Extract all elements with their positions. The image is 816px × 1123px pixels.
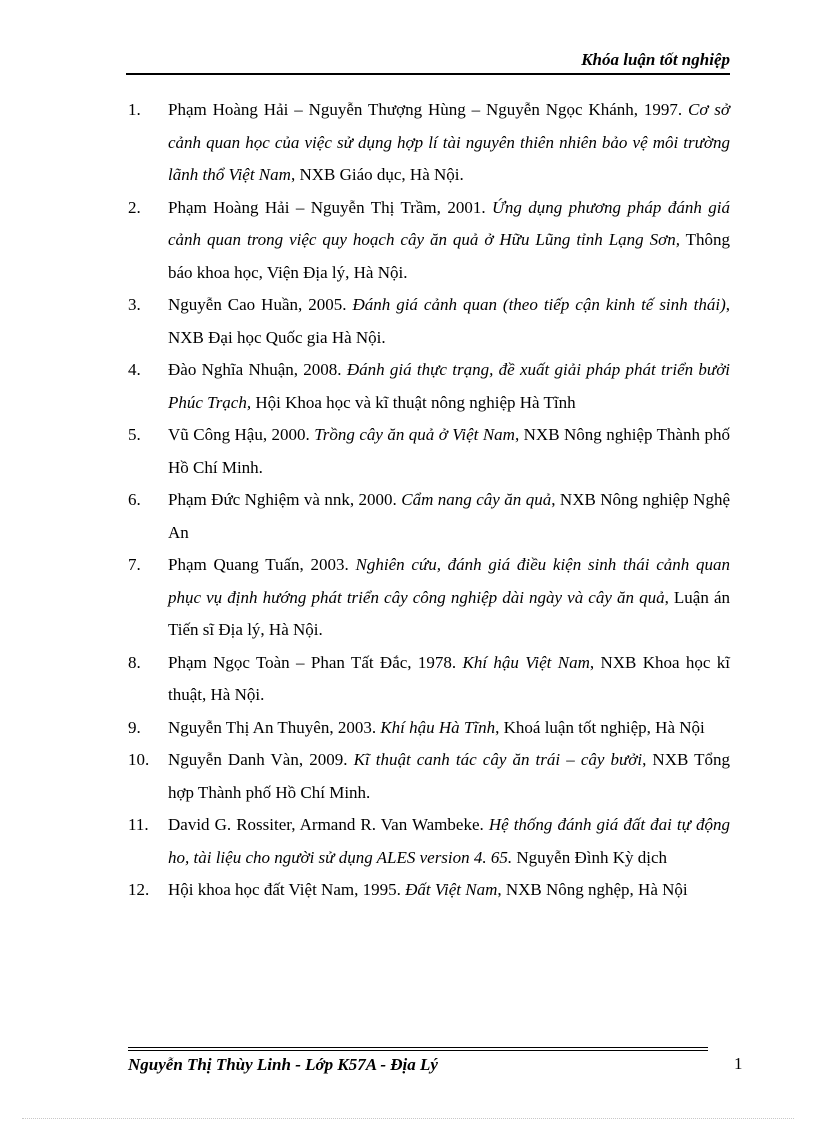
reference-text	[168, 647, 730, 712]
reference-publisher: , NXB Nông nghiệp Thành phố Hồ Chí Minh.	[168, 425, 730, 477]
header-rule	[126, 73, 730, 75]
reference-publisher: , NXB Nông nghệp, Hà Nội	[497, 880, 688, 899]
reference-title: Ứng dụng phương pháp đánh giá cảnh quan trong việc quy hoạch cây ăn quả ở Hữu Lũng tỉnh Lạng Sơn,	[168, 197, 730, 249]
reference-item	[128, 419, 730, 484]
reference-title: Khí hậu Hà Tĩnh	[380, 717, 496, 737]
reference-number: 12.	[128, 880, 150, 899]
page-edge-divider	[22, 1118, 794, 1119]
reference-title: Cơ sở cảnh quan học của việc sử dụng hợp lí tài nguyên thiên nhiên bảo vệ môi trường lãnh thổ Việt Nam	[168, 100, 730, 184]
reference-item	[128, 289, 730, 354]
reference-publisher: Nguyễn Đình Kỳ dịch	[512, 847, 668, 867]
reference-publisher: Thông báo khoa học, Viện Địa lý, Hà Nội.	[168, 230, 730, 282]
reference-title: Đánh giá cảnh quan (theo tiếp cận kinh tế sinh thái)	[352, 295, 726, 314]
reference-item	[128, 484, 730, 549]
reference-authors: Đào Nghĩa Nhuận, 2008.	[168, 360, 347, 379]
reference-text	[168, 484, 730, 549]
reference-publisher: Hội Khoa học và kĩ thuật nông nghiệp Hà Tĩnh	[251, 392, 576, 412]
reference-number: 11.	[128, 815, 149, 834]
reference-item	[128, 192, 730, 290]
reference-text	[168, 712, 730, 745]
reference-text	[168, 744, 730, 809]
reference-authors: Nguyễn Cao Huần, 2005.	[168, 295, 353, 314]
reference-text	[168, 94, 730, 192]
reference-authors: David G. Rossiter, Armand R. Van Wambeke.	[168, 815, 489, 834]
reference-number: 9.	[128, 717, 141, 737]
reference-title: Kĩ thuật canh tác cây ăn trái – cây bưởi	[353, 750, 643, 769]
reference-text	[168, 874, 730, 907]
reference-number: 10.	[128, 750, 150, 769]
reference-publisher: , NXB Khoa học kĩ thuật, Hà Nội.	[168, 652, 731, 704]
reference-item	[128, 874, 730, 907]
reference-number: 5.	[128, 425, 141, 444]
reference-authors: Vũ Công Hậu, 2000.	[168, 425, 315, 444]
reference-text	[168, 549, 730, 647]
reference-item	[128, 354, 730, 419]
reference-number: 3.	[128, 295, 141, 314]
reference-text	[168, 354, 730, 419]
reference-item	[128, 647, 730, 712]
footer-rule	[128, 1050, 708, 1051]
header-title: Khóa luận tốt nghiệp	[581, 50, 730, 69]
reference-title: Nghiên cứu, đánh giá điều kiện sinh thái cảnh quan phục vụ định hướng phát triển cây công nghiệp dài ngày và cây ăn quả	[168, 555, 730, 607]
reference-authors: Phạm Đức Nghiệm và nnk, 2000.	[168, 490, 402, 509]
reference-number: 6.	[128, 490, 141, 509]
reference-number: 2.	[128, 197, 141, 217]
reference-authors: Nguyễn Danh Vàn, 2009.	[168, 750, 354, 769]
reference-item	[128, 712, 730, 745]
reference-authors: Phạm Hoàng Hải – Nguyễn Thượng Hùng – Nguyễn Ngọc Khánh, 1997.	[168, 100, 689, 119]
reference-text	[168, 289, 730, 354]
reference-publisher: , NXB Tổng hợp Thành phố Hồ Chí Minh.	[168, 750, 730, 802]
reference-text	[168, 809, 730, 874]
reference-title: Cẩm nang cây ăn quả	[401, 490, 552, 509]
reference-title: Hệ thống đánh giá đất đai tự động ho, tài liệu cho người sử dụng ALES version 4. 65.	[168, 815, 730, 867]
reference-title: Trồng cây ăn quả ở Việt Nam	[314, 425, 515, 444]
reference-authors: Phạm Quang Tuấn, 2003.	[168, 555, 356, 574]
reference-item	[128, 549, 730, 647]
footer-author: Nguyễn Thị Thùy Linh - Lớp K57A - Địa Lý	[128, 1055, 438, 1074]
reference-number: 7.	[128, 555, 141, 574]
reference-number: 8.	[128, 652, 141, 672]
reference-title: Đất Việt Nam	[405, 880, 498, 899]
reference-publisher: , Luận án Tiến sĩ Địa lý, Hà Nội.	[168, 587, 730, 639]
reference-publisher: , Khoá luận tốt nghiệp, Hà Nội	[495, 717, 705, 737]
reference-number: 4.	[128, 360, 141, 379]
reference-publisher: , NXB Nông nghiệp Nghệ An	[168, 490, 730, 542]
reference-item	[128, 94, 730, 192]
reference-publisher: , NXB Đại học Quốc gia Hà Nội.	[168, 295, 730, 347]
reference-item	[128, 809, 730, 874]
reference-item	[128, 744, 730, 809]
footer-rule	[128, 1047, 708, 1048]
reference-title: Khí hậu Việt Nam	[462, 652, 590, 672]
reference-authors: Hội khoa học đất Việt Nam, 1995.	[168, 880, 406, 899]
reference-text	[168, 419, 730, 484]
reference-authors: Phạm Ngọc Toàn – Phan Tất Đắc, 1978.	[168, 652, 463, 672]
reference-number: 1.	[128, 100, 141, 119]
reference-title: Đánh giá thực trạng, đề xuất giải pháp phát triển bưởi Phúc Trạch,	[168, 360, 730, 412]
reference-text	[168, 192, 730, 290]
page-number: 1	[734, 1054, 743, 1073]
reference-publisher: , NXB Giáo dục, Hà Nội.	[290, 165, 464, 184]
reference-authors: Nguyễn Thị An Thuyên, 2003.	[168, 717, 381, 737]
reference-list	[128, 94, 730, 907]
reference-authors: Phạm Hoàng Hải – Nguyễn Thị Trầm, 2001.	[168, 197, 492, 217]
